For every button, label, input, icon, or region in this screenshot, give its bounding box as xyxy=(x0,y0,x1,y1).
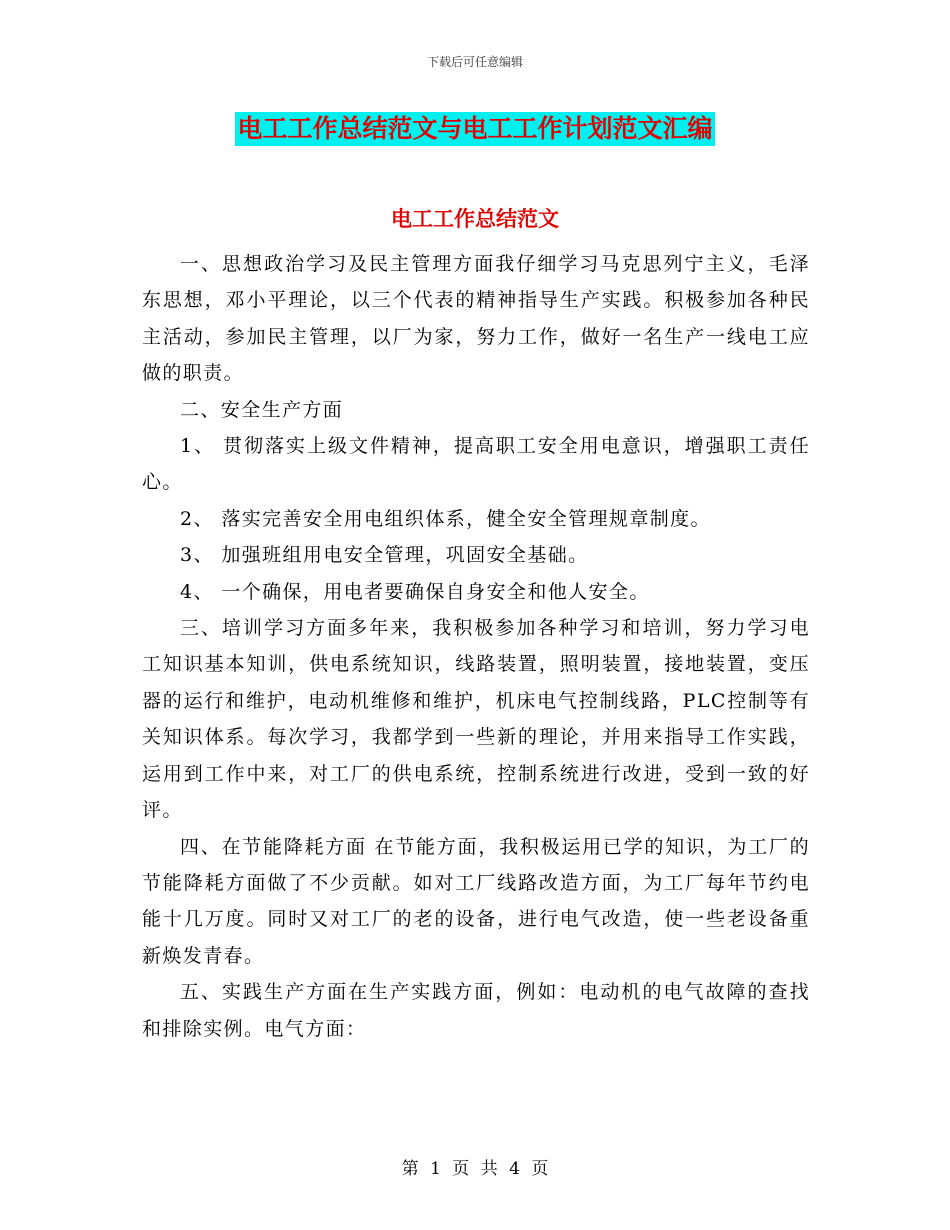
paragraph: 2、 落实完善安全用电组织体系，健全安全管理规章制度。 xyxy=(180,507,711,530)
paragraph: 4、 一个确保，用电者要确保自身安全和他人安全。 xyxy=(180,580,650,603)
page-number: 第 1 页 共 4 页 xyxy=(401,1159,549,1179)
paragraph: 三、培训学习方面多年来，我积极参加各种学习和培训，努力学习电工知识基本知训，供电系统知识，线路装置，照明装置，接地装置，变压器的运行和维护，电动机维修和维护，机床电气控制线路，PLC控制等有关知识体系。每次学习，我都学到一些新的理论，并用来指导工作实践，运用到工作中来，对工厂的供电系统，控制系统进行改进，受到一致的好评。 xyxy=(142,617,810,822)
paragraph: 五、实践生产方面在生产实践方面，例如：电动机的电气故障的查找和排除实例。电气方面： xyxy=(142,981,810,1040)
section-title: 电工工作总结范文 xyxy=(391,206,559,231)
paragraph: 一、思想政治学习及民主管理方面我仔细学习马克思列宁主义，毛泽东思想，邓小平理论，以三个代表的精神指导生产实践。积极参加各种民主活动，参加民主管理，以厂为家，努力工作，做好一名生产一线电工应做的职责。 xyxy=(142,253,810,385)
paragraph: 3、 加强班组用电安全管理，巩固安全基础。 xyxy=(180,544,589,567)
document-title xyxy=(0,112,950,146)
document-body xyxy=(142,246,810,1047)
paragraph: 四、在节能降耗方面 在节能方面，我积极运用已学的知识，为工厂的节能降耗方面做了不少贡献。如对工厂线路改造方面，为工厂每年节约电能十几万度。同时又对工厂的老的设备，进行电气改造，使一些老设备重新焕发青春。 xyxy=(142,835,810,967)
paragraph: 二、安全生产方面 xyxy=(180,398,344,421)
document-title-text: 电工工作总结范文与电工工作计划范文汇编 xyxy=(235,112,714,146)
paragraph: 1、 贯彻落实上级文件精神，提高职工安全用电意识，增强职工责任心。 xyxy=(142,435,810,494)
page-header: 下载后可任意编辑 xyxy=(426,55,523,69)
